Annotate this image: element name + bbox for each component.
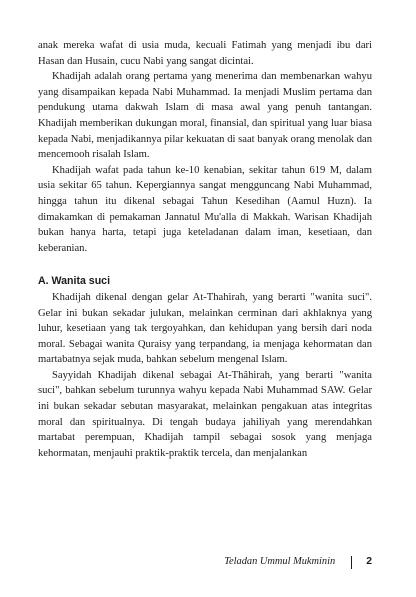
paragraph-sayyidah-khadijah: Sayyidah Khadijah dikenal sebagai At-Thâhirah, yang berarti "wanita suci", bahkan sebelum turunnya wahyu kepada Nabi Muhammad SAW. Gelar ini bukan sekadar sebutan masyarakat, melainkan pengakuan atas integritas moral dan spiritualnya. Di tengah budaya jahiliyah yang merendahkan martabat perempuan, Khadijah tampil sebagai sosok yang menjaga kehormatan, menjauhi praktik-praktik tercela, dan menjalankan	[38, 369, 372, 459]
section-heading: A. Wanita suci	[38, 275, 111, 288]
running-title: Teladan Ummul Mukminin	[224, 556, 336, 567]
page-footer	[224, 555, 372, 569]
page-body	[38, 38, 372, 461]
paragraph-death-and-legacy: Khadijah wafat pada tahun ke-10 kenabian, sekitar tahun 619 M, dalam usia sekitar 65 tahun. Kepergiannya sangat mengguncang Nabi Muhammad, hingga tahun itu dikenal sebagai Tahun Kesedihan (Aamul Huzn). Ia dimakamkan di pemakaman Jannatul Mu'alla di Makkah. Warisan Khadijah bukan hanya harta, tetapi juga keteladanan dalam iman, kesetiaan, dan keberanian.	[38, 164, 372, 254]
page-number: 2	[366, 556, 372, 567]
paragraph-first-muslim: Khadijah adalah orang pertama yang menerima dan membenarkan wahyu yang disampaikan kepada Nabi Muhammad. Ia menjadi Muslim pertama dan pendukung utama dakwah Islam di masa awal yang penuh tantangan. Khadijah memberikan dukungan moral, finansial, dan spiritual yang luar biasa kepada Nabi, menjadikannya pilar kekuatan di saat banyak orang menolak dan mencemooh risalah Islam.	[38, 71, 372, 161]
paragraph-at-thahirah: Khadijah dikenal dengan gelar At-Thahirah, yang berarti "wanita suci". Gelar ini bukan sekadar julukan, melainkan cerminan dari akhlaknya yang luhur, kesetiaan yang tak tergoyahkan, dan kehidupan yang bersih dari noda moral. Sebagai wanita Quraisy yang terpandang, ia menjaga kehormatan dan martabatnya sejak muda, bahkan sebelum mengenal Islam.	[38, 291, 372, 366]
paragraph-continuation: anak mereka wafat di usia muda, kecuali Fatimah yang menjadi ibu dari Hasan dan Husain, cucu Nabi yang sangat dicintai.	[38, 40, 372, 67]
footer-divider	[351, 556, 352, 569]
